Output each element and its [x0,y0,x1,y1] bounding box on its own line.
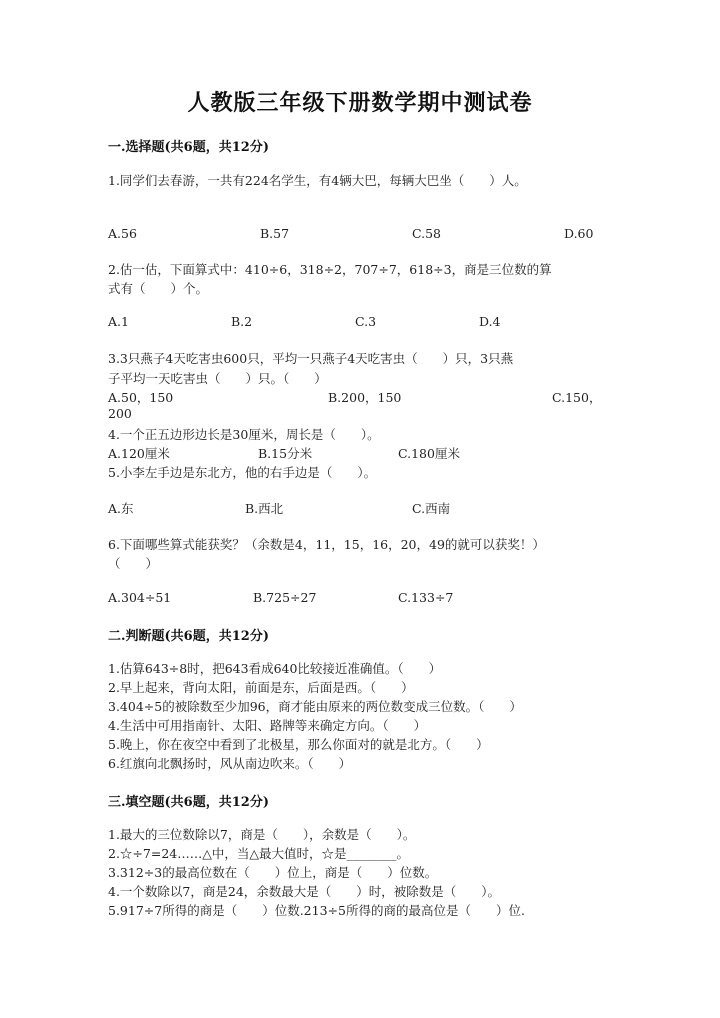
option-b: B.2 [231,314,253,329]
option-d: D.60 [564,226,594,241]
question-text: 3.3只燕子4天吃害虫600只，平均一只燕子4天吃害虫（ ）只，3只燕 [108,351,514,366]
fill-in-item: 2.☆÷7=24……△中，当△最大值时，☆是________。 [108,846,409,861]
option-a: A.东 [108,501,134,516]
judgement-item: 4.生活中可用指南针、太阳、路牌等来确定方向。（ ） [108,718,427,733]
question-text: 2.估一估，下面算式中：410÷6，318÷2，707÷7，618÷3，商是三位数的算 [108,262,552,277]
fill-in-item: 3.312÷3的最高位数在（ ）位上，商是（ ）位数。 [108,865,438,880]
section-heading-choice: 一.选择题(共6题，共12分) [108,140,269,155]
page-title: 人教版三年级下册数学期中测试卷 [187,90,533,116]
option-c: C.150， [552,390,602,405]
option-d: D.4 [479,314,501,329]
option-c: C.西南 [412,501,451,516]
option-a: A.1 [108,314,129,329]
judgement-item: 2.早上起来，背向太阳，前面是东，后面是西。（ ） [108,680,414,695]
section-heading-judgement: 二.判断题(共6题，共12分) [108,629,269,644]
section-heading-fill-in: 三.填空题(共6题，共12分) [108,795,269,810]
option-c: C.180厘米 [398,446,460,461]
option-a: A.120厘米 [108,446,170,461]
fill-in-item: 1.最大的三位数除以7，商是（ ），余数是（ ）。 [108,827,416,842]
option-b: B.西北 [245,501,284,516]
judgement-item: 5.晚上，你在夜空中看到了北极星，那么你面对的就是北方。（ ） [108,737,489,752]
option-b: B.725÷27 [253,590,317,605]
option-c: C.3 [355,314,377,329]
option-a: A.304÷51 [108,590,172,605]
question-text: 4.一个正五边形边长是30厘米，周长是（ ）。 [108,427,380,442]
question-text: 5.小李左手边是东北方，他的右手边是（ ）。 [108,465,377,480]
option-a: A.56 [108,226,137,241]
question-text-continued: （ ） [108,556,159,571]
question-text-continued: 子平均一天吃害虫（ ）只。（ ） [108,371,327,386]
judgement-item: 3.404÷5的被除数至少加96，商才能由原来的两位数变成三位数。（ ） [108,699,522,714]
question-text: 1.同学们去春游，一共有224名学生，有4辆大巴，每辆大巴坐（ ）人。 [108,173,527,188]
option-b: B.15分米 [258,446,313,461]
judgement-item: 6.红旗向北飘扬时，风从南边吹来。（ ） [108,756,352,771]
fill-in-item: 4.一个数除以7，商是24，余数最大是（ ）时，被除数是（ ）。 [108,884,501,899]
option-c: C.133÷7 [398,590,454,605]
question-text: 6.下面哪些算式能获奖？（余数是4，11，15，16，20，49的就可以获奖！） [108,537,545,552]
option-b: B.57 [260,226,290,241]
option-c-continued: 200 [108,406,132,421]
option-c: C.58 [412,226,441,241]
fill-in-item: 5.917÷7所得的商是（ ）位数.213÷5所得的商的最高位是（ ）位. [108,903,525,918]
judgement-item: 1.估算643÷8时，把643看成640比较接近准确值。（ ） [108,661,442,676]
option-b: B.200，150 [328,390,402,405]
option-a: A.50，150 [108,390,174,405]
question-text-continued: 式有（ ）个。 [108,281,209,296]
